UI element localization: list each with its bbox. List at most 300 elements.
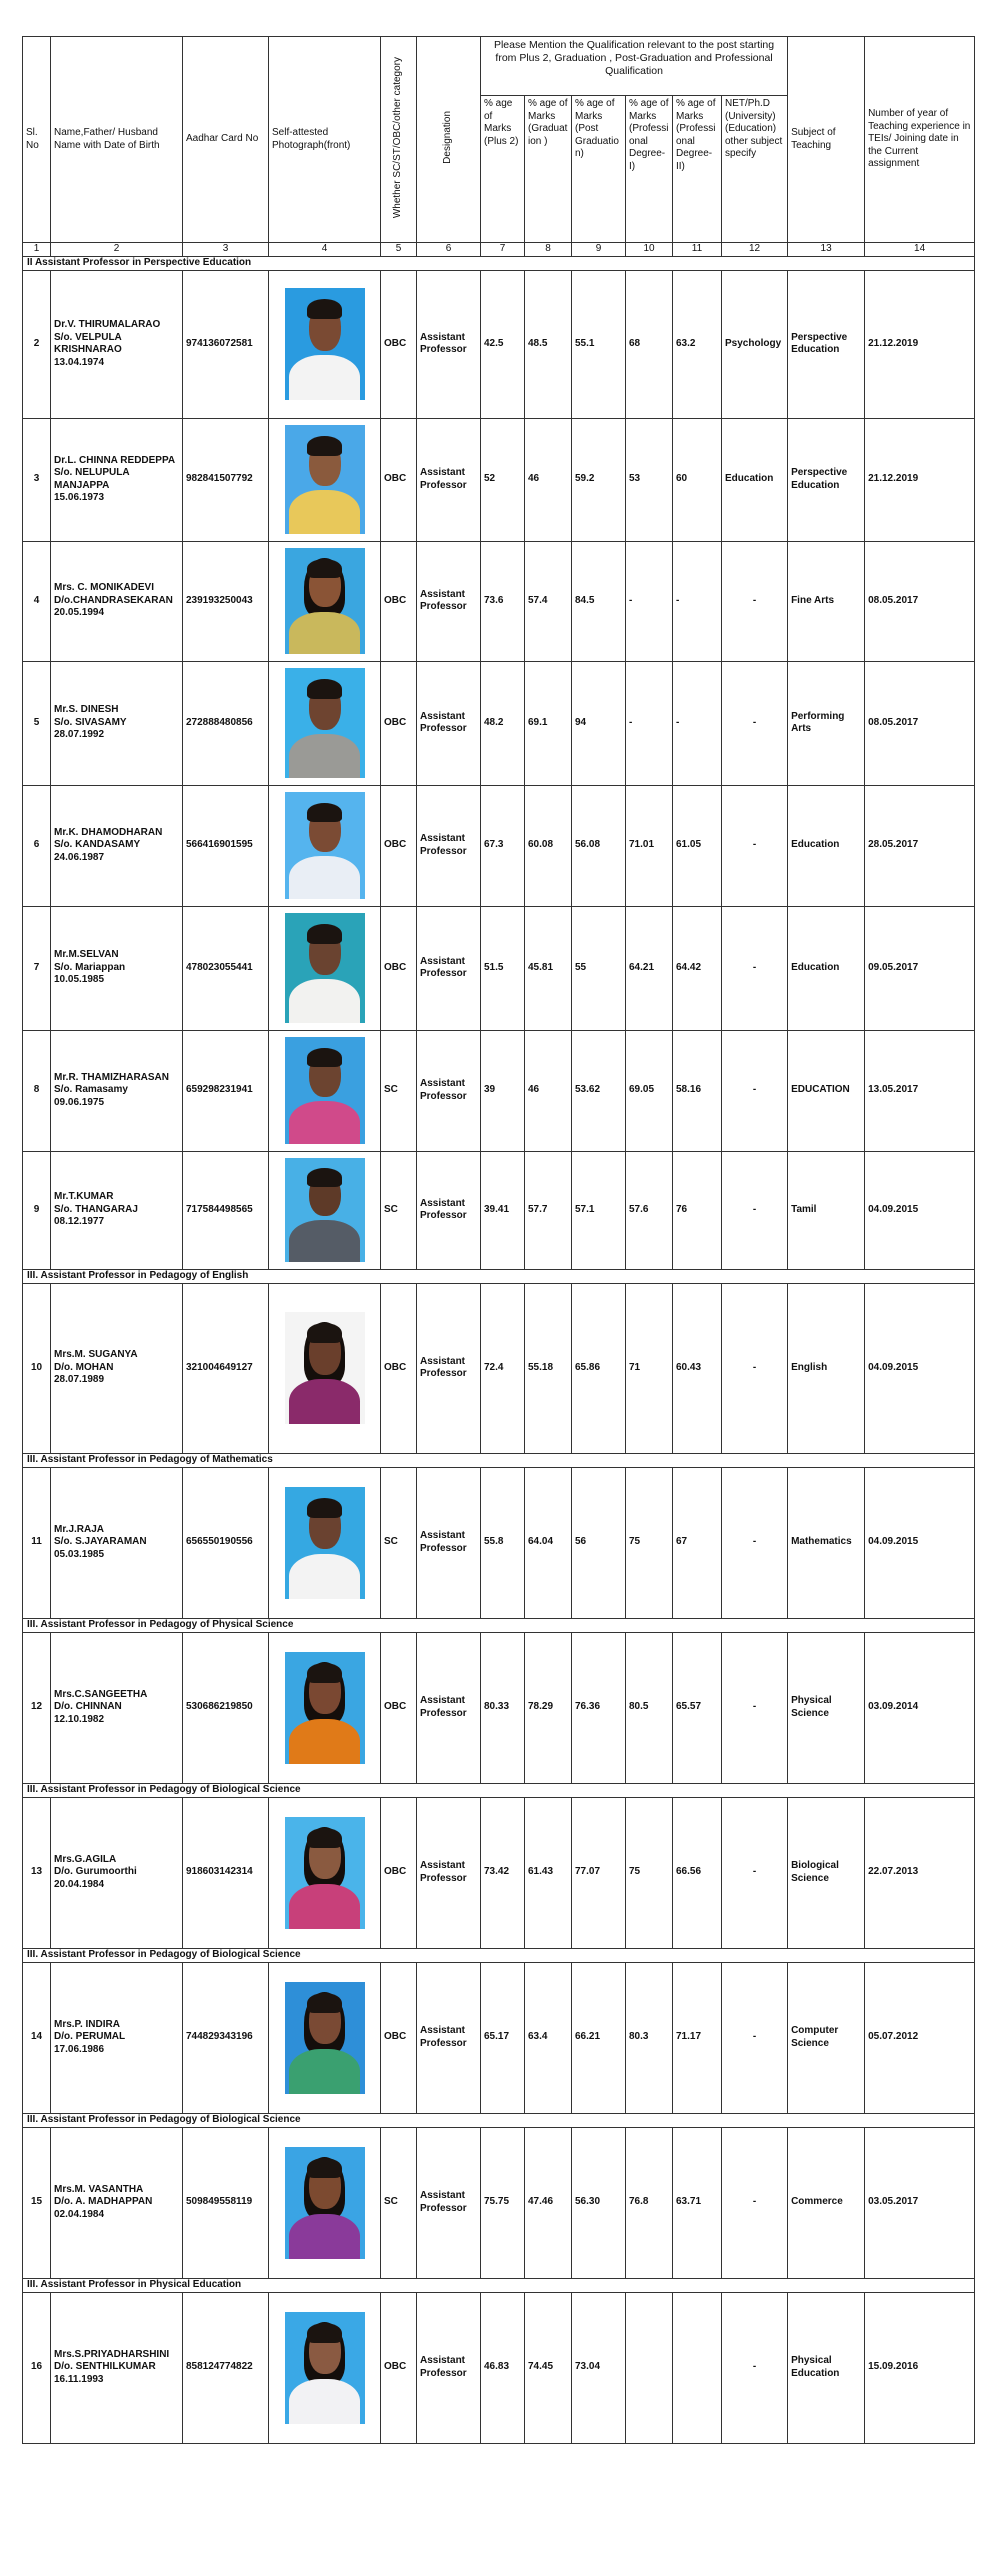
header-graduation: % age of Marks (Graduation ) bbox=[525, 96, 572, 243]
header-designation-label: Designation bbox=[442, 110, 454, 164]
date-of-birth: 28.07.1992 bbox=[54, 729, 105, 741]
column-number-row bbox=[23, 243, 975, 257]
post-graduation-marks-cell: 55.1 bbox=[572, 270, 626, 418]
date-of-birth: 15.06.1973 bbox=[54, 492, 105, 503]
faculty-row bbox=[23, 270, 975, 418]
net-phd-cell: - bbox=[722, 1797, 788, 1948]
designation-cell: Assistant Professor bbox=[417, 906, 481, 1030]
post-graduation-marks-cell: 55 bbox=[572, 906, 626, 1030]
subject-cell: Mathematics bbox=[788, 1467, 865, 1618]
relation-name: S/o. THANGARAJ bbox=[54, 1203, 138, 1215]
date-of-birth: 10.05.1985 bbox=[54, 974, 105, 986]
post-graduation-marks-cell: 94 bbox=[572, 661, 626, 785]
subject-cell: English bbox=[788, 1283, 865, 1453]
section-heading-row bbox=[23, 2113, 975, 2127]
photo-hairline bbox=[307, 1828, 342, 1848]
photo-hairline bbox=[307, 1168, 342, 1187]
net-phd-cell: - bbox=[722, 2292, 788, 2443]
person-name: Mrs.C.SANGEETHA bbox=[54, 1688, 148, 1700]
date-of-birth: 12.10.1982 bbox=[54, 1713, 105, 1725]
designation-cell: Assistant Professor bbox=[417, 1962, 481, 2113]
name-cell bbox=[51, 270, 183, 418]
photo-hairline bbox=[307, 1498, 342, 1518]
photo-hairline bbox=[307, 1663, 342, 1683]
relation-name: S/o. SIVASAMY bbox=[54, 716, 127, 728]
relation-name: D/o.CHANDRASEKARAN bbox=[54, 594, 173, 606]
person-name: Mrs.G.AGILA bbox=[54, 1853, 117, 1865]
joining-date-cell: 13.05.2017 bbox=[865, 1030, 975, 1151]
passport-photo bbox=[285, 1487, 365, 1599]
sl-no-cell: 2 bbox=[23, 270, 51, 418]
category-cell: OBC bbox=[381, 541, 417, 661]
prof1-marks-cell: 75 bbox=[626, 1467, 673, 1618]
section-heading-row bbox=[23, 1618, 975, 1632]
date-of-birth: 20.05.1994 bbox=[54, 607, 105, 619]
prof1-marks-cell: - bbox=[626, 541, 673, 661]
prof2-marks-cell: 71.17 bbox=[673, 1962, 722, 2113]
post-graduation-marks-cell: 56.30 bbox=[572, 2127, 626, 2278]
photo-shoulders bbox=[289, 1884, 359, 1929]
graduation-marks-cell: 46 bbox=[525, 418, 572, 541]
header-post-graduation: % age of Marks (Post Graduation) bbox=[572, 96, 626, 243]
faculty-row bbox=[23, 1632, 975, 1783]
person-name: Mr.K. DHAMODHARAN bbox=[54, 826, 163, 838]
subject-cell: Education bbox=[788, 906, 865, 1030]
sl-no-cell: 16 bbox=[23, 2292, 51, 2443]
subject-cell: Tamil bbox=[788, 1151, 865, 1269]
person-name: Mr.J.RAJA bbox=[54, 1523, 105, 1535]
person-name: Mrs.S.PRIYADHARSHINI bbox=[54, 2348, 170, 2360]
graduation-marks-cell: 47.46 bbox=[525, 2127, 572, 2278]
graduation-marks-cell: 61.43 bbox=[525, 1797, 572, 1948]
name-cell bbox=[51, 2127, 183, 2278]
prof1-marks-cell: 57.6 bbox=[626, 1151, 673, 1269]
post-graduation-marks-cell: 56.08 bbox=[572, 785, 626, 906]
date-of-birth: 02.04.1984 bbox=[54, 2208, 105, 2220]
prof2-marks-cell: - bbox=[673, 661, 722, 785]
category-cell: OBC bbox=[381, 1283, 417, 1453]
subject-cell: Biological Science bbox=[788, 1797, 865, 1948]
graduation-marks-cell: 78.29 bbox=[525, 1632, 572, 1783]
faculty-row bbox=[23, 2127, 975, 2278]
person-name: Mr.T.KUMAR bbox=[54, 1191, 114, 1203]
relation-name: D/o. CHINNAN bbox=[54, 1701, 122, 1713]
header-designation bbox=[417, 37, 481, 243]
photo-shoulders bbox=[289, 1220, 359, 1262]
passport-photo bbox=[285, 792, 365, 899]
prof2-marks-cell bbox=[673, 2292, 722, 2443]
prof2-marks-cell: 61.05 bbox=[673, 785, 722, 906]
prof1-marks-cell: 75 bbox=[626, 1797, 673, 1948]
prof1-marks-cell: 53 bbox=[626, 418, 673, 541]
faculty-row bbox=[23, 2292, 975, 2443]
header-plus2: % age of Marks (Plus 2) bbox=[481, 96, 525, 243]
photo-shoulders bbox=[289, 1379, 359, 1424]
joining-date-cell: 03.09.2014 bbox=[865, 1632, 975, 1783]
photo-cell bbox=[269, 1283, 381, 1453]
graduation-marks-cell: 69.1 bbox=[525, 661, 572, 785]
relation-name: S/o. Ramasamy bbox=[54, 1084, 128, 1096]
column-number: 9 bbox=[572, 243, 626, 257]
category-cell: OBC bbox=[381, 270, 417, 418]
sl-no-cell: 12 bbox=[23, 1632, 51, 1783]
photo-hairline bbox=[307, 2323, 342, 2343]
relation-name: S/o. S.JAYARAMAN bbox=[54, 1536, 147, 1548]
person-name: Mrs.M. SUGANYA bbox=[54, 1349, 138, 1361]
joining-date-cell: 15.09.2016 bbox=[865, 2292, 975, 2443]
joining-date-cell: 04.09.2015 bbox=[865, 1283, 975, 1453]
section-heading-row bbox=[23, 1948, 975, 1962]
net-phd-cell: - bbox=[722, 2127, 788, 2278]
prof1-marks-cell: 68 bbox=[626, 270, 673, 418]
header-prof2: % age of Marks (Professional Degree-II) bbox=[673, 96, 722, 243]
net-phd-cell: - bbox=[722, 661, 788, 785]
graduation-marks-cell: 63.4 bbox=[525, 1962, 572, 2113]
aadhar-cell: 982841507792 bbox=[183, 418, 269, 541]
post-graduation-marks-cell: 57.1 bbox=[572, 1151, 626, 1269]
section-title: III. Assistant Professor in Pedagogy of English bbox=[23, 1269, 975, 1283]
plus2-marks-cell: 39 bbox=[481, 1030, 525, 1151]
designation-cell: Assistant Professor bbox=[417, 2127, 481, 2278]
column-number: 5 bbox=[381, 243, 417, 257]
photo-hairline bbox=[307, 1323, 342, 1343]
photo-hairline bbox=[307, 803, 342, 822]
graduation-marks-cell: 57.7 bbox=[525, 1151, 572, 1269]
post-graduation-marks-cell: 73.04 bbox=[572, 2292, 626, 2443]
section-title: III. Assistant Professor in Pedagogy of Biological Science bbox=[23, 2113, 975, 2127]
photo-shoulders bbox=[289, 1101, 359, 1144]
column-number: 4 bbox=[269, 243, 381, 257]
section-title: III. Assistant Professor in Pedagogy of Biological Science bbox=[23, 1948, 975, 1962]
photo-hairline bbox=[307, 1993, 342, 2013]
column-number: 10 bbox=[626, 243, 673, 257]
passport-photo bbox=[285, 2147, 365, 2259]
sl-no-cell: 8 bbox=[23, 1030, 51, 1151]
header-group-row bbox=[23, 37, 975, 96]
sl-no-cell: 4 bbox=[23, 541, 51, 661]
header-qualification-group: Please Mention the Qualification relevant to the post starting from Plus 2, Graduation , Post-Graduation and Professional Qualification bbox=[481, 37, 788, 96]
section-title: III. Assistant Professor in Pedagogy of Biological Science bbox=[23, 1783, 975, 1797]
section-title: III. Assistant Professor in Physical Education bbox=[23, 2278, 975, 2292]
name-cell bbox=[51, 1283, 183, 1453]
date-of-birth: 13.04.1974 bbox=[54, 356, 105, 368]
section-heading-row bbox=[23, 2278, 975, 2292]
category-cell: SC bbox=[381, 2127, 417, 2278]
header-experience: Number of year of Teaching experience in TEIs/ Joining date in the Current assignment bbox=[865, 37, 975, 243]
designation-cell: Assistant Professor bbox=[417, 1797, 481, 1948]
passport-photo bbox=[285, 1652, 365, 1764]
column-number: 2 bbox=[51, 243, 183, 257]
category-cell: OBC bbox=[381, 906, 417, 1030]
photo-hairline bbox=[307, 436, 342, 456]
relation-name: S/o. NELUPULA MANJAPPA bbox=[54, 467, 130, 491]
relation-name: D/o. SENTHILKUMAR bbox=[54, 2361, 156, 2373]
subject-cell: Computer Science bbox=[788, 1962, 865, 2113]
aadhar-cell: 656550190556 bbox=[183, 1467, 269, 1618]
category-cell: OBC bbox=[381, 661, 417, 785]
category-cell: OBC bbox=[381, 785, 417, 906]
joining-date-cell: 08.05.2017 bbox=[865, 541, 975, 661]
plus2-marks-cell: 48.2 bbox=[481, 661, 525, 785]
section-heading-row bbox=[23, 1269, 975, 1283]
photo-shoulders bbox=[289, 1554, 359, 1599]
header-aadhar: Aadhar Card No bbox=[183, 37, 269, 243]
subject-cell: Physical Education bbox=[788, 2292, 865, 2443]
category-cell: OBC bbox=[381, 2292, 417, 2443]
prof2-marks-cell: 76 bbox=[673, 1151, 722, 1269]
category-cell: SC bbox=[381, 1467, 417, 1618]
prof2-marks-cell: 60.43 bbox=[673, 1283, 722, 1453]
graduation-marks-cell: 57.4 bbox=[525, 541, 572, 661]
plus2-marks-cell: 75.75 bbox=[481, 2127, 525, 2278]
designation-cell: Assistant Professor bbox=[417, 1151, 481, 1269]
designation-cell: Assistant Professor bbox=[417, 2292, 481, 2443]
subject-cell: Physical Science bbox=[788, 1632, 865, 1783]
prof1-marks-cell: 71.01 bbox=[626, 785, 673, 906]
category-cell: SC bbox=[381, 1151, 417, 1269]
graduation-marks-cell: 45.81 bbox=[525, 906, 572, 1030]
section-title: III. Assistant Professor in Pedagogy of Mathematics bbox=[23, 1453, 975, 1467]
header-name: Name,Father/ Husband Name with Date of Birth bbox=[51, 37, 183, 243]
plus2-marks-cell: 73.42 bbox=[481, 1797, 525, 1948]
sl-no-cell: 15 bbox=[23, 2127, 51, 2278]
header-sl-no: Sl. No bbox=[23, 37, 51, 243]
plus2-marks-cell: 67.3 bbox=[481, 785, 525, 906]
photo-cell bbox=[269, 661, 381, 785]
subject-cell: EDUCATION bbox=[788, 1030, 865, 1151]
sl-no-cell: 5 bbox=[23, 661, 51, 785]
relation-name: D/o. PERUMAL bbox=[54, 2031, 126, 2043]
graduation-marks-cell: 64.04 bbox=[525, 1467, 572, 1618]
relation-name: D/o. Gurumoorthi bbox=[54, 1866, 137, 1878]
date-of-birth: 24.06.1987 bbox=[54, 851, 105, 863]
date-of-birth: 09.06.1975 bbox=[54, 1096, 105, 1108]
faculty-row bbox=[23, 1030, 975, 1151]
joining-date-cell: 21.12.2019 bbox=[865, 418, 975, 541]
aadhar-cell: 918603142314 bbox=[183, 1797, 269, 1948]
prof2-marks-cell: 64.42 bbox=[673, 906, 722, 1030]
designation-cell: Assistant Professor bbox=[417, 785, 481, 906]
designation-cell: Assistant Professor bbox=[417, 1467, 481, 1618]
graduation-marks-cell: 55.18 bbox=[525, 1283, 572, 1453]
designation-cell: Assistant Professor bbox=[417, 1632, 481, 1783]
name-cell bbox=[51, 2292, 183, 2443]
header-photo: Self-attested Photograph(front) bbox=[269, 37, 381, 243]
photo-shoulders bbox=[289, 856, 359, 899]
post-graduation-marks-cell: 77.07 bbox=[572, 1797, 626, 1948]
subject-cell: Education bbox=[788, 785, 865, 906]
graduation-marks-cell: 60.08 bbox=[525, 785, 572, 906]
photo-hairline bbox=[307, 2158, 342, 2178]
section-title: III. Assistant Professor in Pedagogy of Physical Science bbox=[23, 1618, 975, 1632]
designation-cell: Assistant Professor bbox=[417, 1283, 481, 1453]
column-number: 14 bbox=[865, 243, 975, 257]
prof2-marks-cell: 65.57 bbox=[673, 1632, 722, 1783]
faculty-table bbox=[22, 36, 975, 2444]
post-graduation-marks-cell: 59.2 bbox=[572, 418, 626, 541]
photo-shoulders bbox=[289, 1719, 359, 1764]
net-phd-cell: - bbox=[722, 1283, 788, 1453]
passport-photo bbox=[285, 1817, 365, 1929]
photo-cell bbox=[269, 418, 381, 541]
prof1-marks-cell: 80.3 bbox=[626, 1962, 673, 2113]
photo-cell bbox=[269, 2292, 381, 2443]
column-number: 1 bbox=[23, 243, 51, 257]
aadhar-cell: 239193250043 bbox=[183, 541, 269, 661]
relation-name: D/o. A. MADHAPPAN bbox=[54, 2196, 153, 2208]
net-phd-cell: - bbox=[722, 1467, 788, 1618]
graduation-marks-cell: 74.45 bbox=[525, 2292, 572, 2443]
section-heading-row bbox=[23, 1453, 975, 1467]
category-cell: OBC bbox=[381, 1632, 417, 1783]
post-graduation-marks-cell: 76.36 bbox=[572, 1632, 626, 1783]
faculty-row bbox=[23, 906, 975, 1030]
photo-cell bbox=[269, 1151, 381, 1269]
name-cell bbox=[51, 1962, 183, 2113]
photo-hairline bbox=[307, 1048, 342, 1067]
photo-hairline bbox=[307, 924, 342, 944]
plus2-marks-cell: 42.5 bbox=[481, 270, 525, 418]
column-number: 8 bbox=[525, 243, 572, 257]
photo-shoulders bbox=[289, 734, 359, 778]
header-net: NET/Ph.D (University) (Education) other subject specify bbox=[722, 96, 788, 243]
person-name: Mrs. C. MONIKADEVI bbox=[54, 582, 155, 594]
person-name: Mrs.P. INDIRA bbox=[54, 2018, 120, 2030]
joining-date-cell: 03.05.2017 bbox=[865, 2127, 975, 2278]
photo-shoulders bbox=[289, 2379, 359, 2424]
aadhar-cell: 272888480856 bbox=[183, 661, 269, 785]
photo-shoulders bbox=[289, 490, 359, 534]
name-cell bbox=[51, 541, 183, 661]
net-phd-cell: - bbox=[722, 1151, 788, 1269]
faculty-row bbox=[23, 1151, 975, 1269]
column-number: 7 bbox=[481, 243, 525, 257]
prof2-marks-cell: 66.56 bbox=[673, 1797, 722, 1948]
header-category-label: Whether SC/ST/OBC/other category bbox=[392, 56, 404, 218]
date-of-birth: 16.11.1993 bbox=[54, 2373, 104, 2385]
column-number: 3 bbox=[183, 243, 269, 257]
category-cell: SC bbox=[381, 1030, 417, 1151]
photo-shoulders bbox=[289, 979, 359, 1023]
faculty-row bbox=[23, 1467, 975, 1618]
aadhar-cell: 478023055441 bbox=[183, 906, 269, 1030]
name-cell bbox=[51, 1030, 183, 1151]
name-cell bbox=[51, 1797, 183, 1948]
joining-date-cell: 21.12.2019 bbox=[865, 270, 975, 418]
photo-cell bbox=[269, 2127, 381, 2278]
plus2-marks-cell: 39.41 bbox=[481, 1151, 525, 1269]
net-phd-cell: - bbox=[722, 785, 788, 906]
plus2-marks-cell: 51.5 bbox=[481, 906, 525, 1030]
faculty-table-body bbox=[23, 256, 975, 2443]
post-graduation-marks-cell: 66.21 bbox=[572, 1962, 626, 2113]
sl-no-cell: 9 bbox=[23, 1151, 51, 1269]
prof2-marks-cell: 63.71 bbox=[673, 2127, 722, 2278]
aadhar-cell: 717584498565 bbox=[183, 1151, 269, 1269]
name-cell bbox=[51, 1151, 183, 1269]
name-cell bbox=[51, 1632, 183, 1783]
net-phd-cell: - bbox=[722, 906, 788, 1030]
date-of-birth: 08.12.1977 bbox=[54, 1216, 105, 1228]
graduation-marks-cell: 46 bbox=[525, 1030, 572, 1151]
faculty-row bbox=[23, 1797, 975, 1948]
subject-cell: Perspective Education bbox=[788, 418, 865, 541]
designation-cell: Assistant Professor bbox=[417, 270, 481, 418]
faculty-row bbox=[23, 1283, 975, 1453]
faculty-row bbox=[23, 541, 975, 661]
joining-date-cell: 04.09.2015 bbox=[865, 1467, 975, 1618]
column-number: 13 bbox=[788, 243, 865, 257]
relation-name: S/o. VELPULA KRISHNARAO bbox=[54, 331, 122, 355]
joining-date-cell: 28.05.2017 bbox=[865, 785, 975, 906]
net-phd-cell: - bbox=[722, 1632, 788, 1783]
photo-cell bbox=[269, 1467, 381, 1618]
photo-cell bbox=[269, 541, 381, 661]
subject-cell: Perspective Education bbox=[788, 270, 865, 418]
name-cell bbox=[51, 906, 183, 1030]
photo-shoulders bbox=[289, 355, 359, 400]
relation-name: S/o. Mariappan bbox=[54, 961, 126, 973]
photo-cell bbox=[269, 1962, 381, 2113]
photo-cell bbox=[269, 270, 381, 418]
sl-no-cell: 14 bbox=[23, 1962, 51, 2113]
sl-no-cell: 13 bbox=[23, 1797, 51, 1948]
post-graduation-marks-cell: 53.62 bbox=[572, 1030, 626, 1151]
name-cell bbox=[51, 1467, 183, 1618]
joining-date-cell: 04.09.2015 bbox=[865, 1151, 975, 1269]
passport-photo bbox=[285, 425, 365, 534]
passport-photo bbox=[285, 2312, 365, 2424]
photo-cell bbox=[269, 1797, 381, 1948]
designation-cell: Assistant Professor bbox=[417, 541, 481, 661]
aadhar-cell: 858124774822 bbox=[183, 2292, 269, 2443]
aadhar-cell: 659298231941 bbox=[183, 1030, 269, 1151]
category-cell: OBC bbox=[381, 1962, 417, 2113]
photo-hairline bbox=[307, 559, 342, 578]
column-number: 12 bbox=[722, 243, 788, 257]
section-heading-row bbox=[23, 1783, 975, 1797]
sl-no-cell: 7 bbox=[23, 906, 51, 1030]
relation-name: S/o. KANDASAMY bbox=[54, 839, 141, 851]
relation-name: D/o. MOHAN bbox=[54, 1361, 114, 1373]
passport-photo bbox=[285, 668, 365, 778]
sl-no-cell: 6 bbox=[23, 785, 51, 906]
joining-date-cell: 08.05.2017 bbox=[865, 661, 975, 785]
prof1-marks-cell: 71 bbox=[626, 1283, 673, 1453]
name-cell bbox=[51, 785, 183, 906]
passport-photo bbox=[285, 913, 365, 1023]
name-cell bbox=[51, 661, 183, 785]
passport-photo bbox=[285, 548, 365, 654]
person-name: Dr.V. THIRUMALARAO bbox=[54, 319, 161, 330]
section-title: II Assistant Professor in Perspective Education bbox=[23, 256, 975, 270]
photo-shoulders bbox=[289, 2214, 359, 2259]
joining-date-cell: 22.07.2013 bbox=[865, 1797, 975, 1948]
post-graduation-marks-cell: 56 bbox=[572, 1467, 626, 1618]
faculty-row bbox=[23, 785, 975, 906]
photo-cell bbox=[269, 785, 381, 906]
date-of-birth: 20.04.1984 bbox=[54, 1878, 105, 1890]
header-subject: Subject of Teaching bbox=[788, 37, 865, 243]
faculty-table-sheet bbox=[22, 36, 974, 2444]
plus2-marks-cell: 73.6 bbox=[481, 541, 525, 661]
sl-no-cell: 3 bbox=[23, 418, 51, 541]
joining-date-cell: 05.07.2012 bbox=[865, 1962, 975, 2113]
person-name: Mr.S. DINESH bbox=[54, 704, 119, 716]
aadhar-cell: 744829343196 bbox=[183, 1962, 269, 2113]
aadhar-cell: 566416901595 bbox=[183, 785, 269, 906]
section-heading-row bbox=[23, 256, 975, 270]
